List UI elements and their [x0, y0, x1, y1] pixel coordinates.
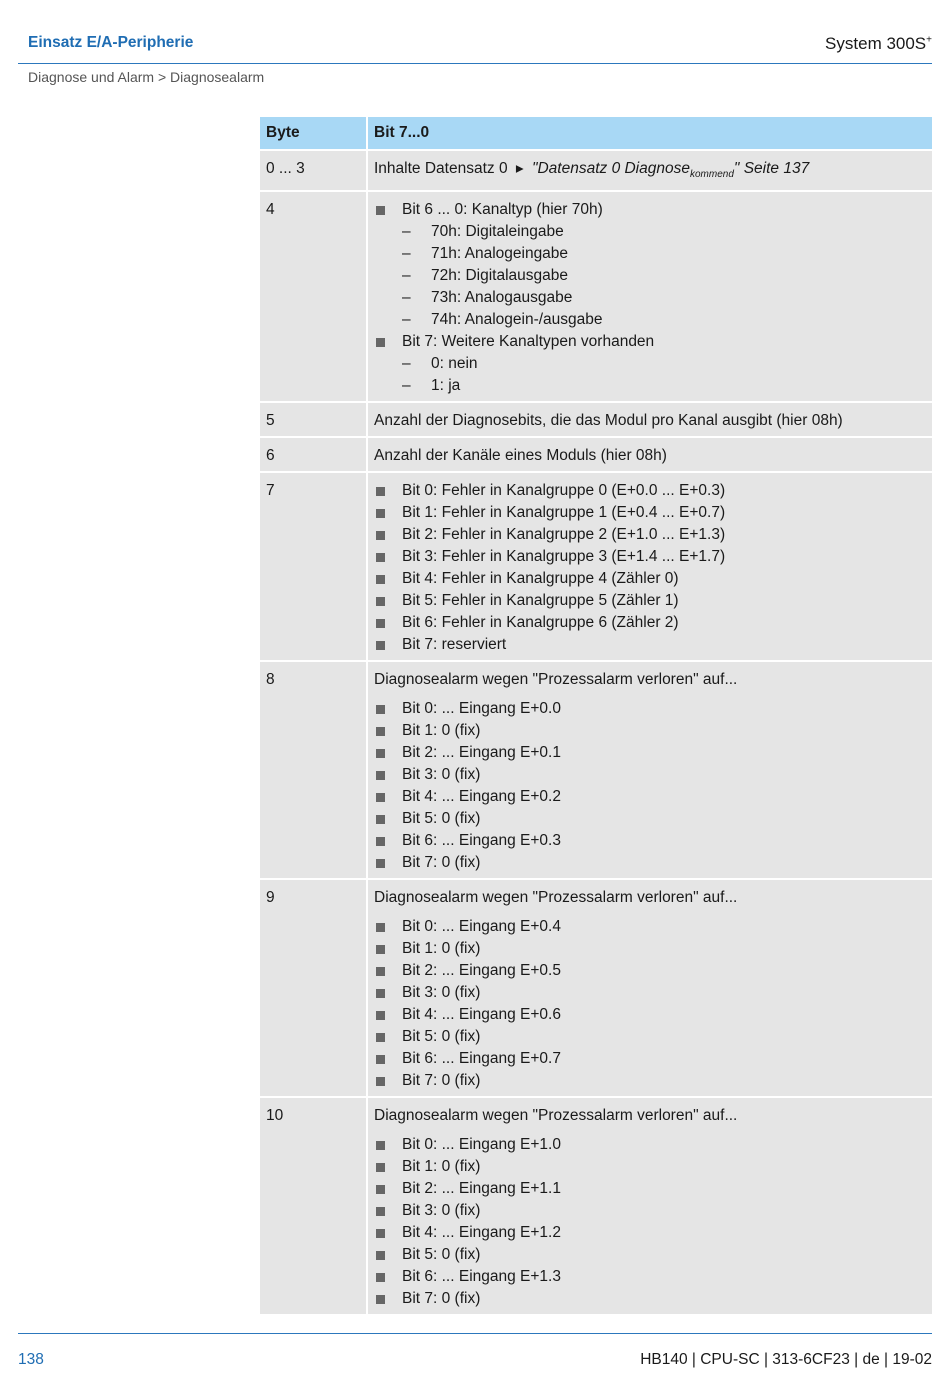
- sub-list-item: – 74h: Analogein-/ausgabe: [374, 309, 926, 331]
- list-item: Bit 1: 0 (fix): [374, 720, 926, 742]
- document-id: HB140 | CPU-SC | 313-6CF23 | de | 19-02: [640, 1351, 932, 1368]
- list-item: Bit 7: 0 (fix): [374, 1288, 926, 1310]
- list-item: Bit 4: ... Eingang E+0.6: [374, 1004, 926, 1026]
- product-name: System 300S: [825, 34, 927, 53]
- byte-cell: 7: [260, 473, 366, 660]
- section-title: Einsatz E/A-Peripherie: [28, 34, 194, 51]
- diagnose-table: [258, 115, 934, 1316]
- list-item: Bit 2: ... Eingang E+1.1: [374, 1178, 926, 1200]
- list-item: Bit 1: Fehler in Kanalgruppe 1 (E+0.4 ... E+0.7): [374, 502, 926, 524]
- byte-cell: 9: [260, 880, 366, 1096]
- byte-cell: 0 ... 3: [260, 151, 366, 190]
- list-item: Bit 4: ... Eingang E+1.2: [374, 1222, 926, 1244]
- byte-cell: 5: [260, 403, 366, 436]
- list-item: Bit 2: ... Eingang E+0.1: [374, 742, 926, 764]
- link-page: " Seite 137: [733, 160, 810, 177]
- list-item: Bit 3: 0 (fix): [374, 764, 926, 786]
- list-item: Bit 3: 0 (fix): [374, 982, 926, 1004]
- list-item: Bit 6: ... Eingang E+0.3: [374, 830, 926, 852]
- cell-intro: Diagnosealarm wegen "Prozessalarm verloren" auf...: [374, 1107, 738, 1125]
- byte-cell: 8: [260, 662, 366, 878]
- product-sup: +: [926, 34, 932, 46]
- cell-intro: Diagnosealarm wegen "Prozessalarm verloren" auf...: [374, 671, 738, 689]
- bits-cell: [368, 1098, 932, 1314]
- column-header-bits: Bit 7...0: [368, 117, 932, 149]
- cell-intro: Diagnosealarm wegen "Prozessalarm verloren" auf...: [374, 889, 738, 907]
- list-item: Bit 7: Weitere Kanaltypen vorhanden: [374, 331, 926, 353]
- bits-cell: [368, 662, 932, 878]
- table-row: [260, 880, 932, 1096]
- list-item: Bit 0: Fehler in Kanalgruppe 0 (E+0.0 ... E+0.3): [374, 480, 926, 502]
- list-item: Bit 2: ... Eingang E+0.5: [374, 960, 926, 982]
- header-rule: [18, 63, 932, 64]
- list-item: Bit 3: Fehler in Kanalgruppe 3 (E+1.4 ... E+1.7): [374, 546, 926, 568]
- list-item: Bit 7: 0 (fix): [374, 852, 926, 874]
- list-item: Bit 1: 0 (fix): [374, 938, 926, 960]
- list-item: Bit 0: ... Eingang E+1.0: [374, 1134, 926, 1156]
- breadcrumb: Diagnose und Alarm > Diagnosealarm: [28, 69, 265, 85]
- link-subscript: kommend: [689, 169, 734, 181]
- list-item: Bit 7: reserviert: [374, 634, 926, 656]
- cross-reference-link[interactable]: [531, 160, 810, 181]
- table-row: [260, 1098, 932, 1314]
- list-item: Bit 5: 0 (fix): [374, 808, 926, 830]
- page-number: 138: [18, 1351, 44, 1368]
- list-item: Bit 5: Fehler in Kanalgruppe 5 (Zähler 1): [374, 590, 926, 612]
- list-item: Bit 0: ... Eingang E+0.0: [374, 698, 926, 720]
- byte-cell: 10: [260, 1098, 366, 1314]
- bits-cell: Anzahl der Kanäle eines Moduls (hier 08h): [368, 438, 932, 471]
- sub-list-item: – 0: nein: [374, 353, 926, 375]
- table-row: [260, 662, 932, 878]
- list-item: Bit 6: Fehler in Kanalgruppe 6 (Zähler 2): [374, 612, 926, 634]
- list-item: Bit 6: ... Eingang E+1.3: [374, 1266, 926, 1288]
- list-item: Bit 6: ... Eingang E+0.7: [374, 1048, 926, 1070]
- bits-cell: [368, 880, 932, 1096]
- list-item: Bit 5: 0 (fix): [374, 1244, 926, 1266]
- footer-rule: [18, 1333, 932, 1334]
- table-row: [260, 192, 932, 401]
- list-item: Bit 1: 0 (fix): [374, 1156, 926, 1178]
- link-text: "Datensatz 0 Diagnose: [531, 160, 690, 177]
- sub-list-item: – 72h: Digitalausgabe: [374, 265, 926, 287]
- table-row: [260, 473, 932, 660]
- list-item: Bit 4: Fehler in Kanalgruppe 4 (Zähler 0): [374, 568, 926, 590]
- list-item: Bit 3: 0 (fix): [374, 1200, 926, 1222]
- table-row: [260, 151, 932, 190]
- list-item: Bit 4: ... Eingang E+0.2: [374, 786, 926, 808]
- list-item: Bit 5: 0 (fix): [374, 1026, 926, 1048]
- cell-text: Inhalte Datensatz 0: [374, 160, 508, 177]
- list-item: Bit 6 ... 0: Kanaltyp (hier 70h): [374, 199, 926, 221]
- sub-list-item: – 1: ja: [374, 375, 926, 397]
- table-row: [260, 403, 932, 436]
- byte-cell: 6: [260, 438, 366, 471]
- table-row: [260, 438, 932, 471]
- sub-list-item: – 70h: Digitaleingabe: [374, 221, 926, 243]
- bits-cell: [368, 473, 932, 660]
- product-title: [825, 34, 932, 54]
- byte-cell: 4: [260, 192, 366, 401]
- sub-list-item: – 71h: Analogeingabe: [374, 243, 926, 265]
- list-item: Bit 2: Fehler in Kanalgruppe 2 (E+1.0 ... E+1.3): [374, 524, 926, 546]
- sub-list-item: – 73h: Analogausgabe: [374, 287, 926, 309]
- bits-cell: [368, 192, 932, 401]
- list-item: Bit 7: 0 (fix): [374, 1070, 926, 1092]
- column-header-byte: Byte: [260, 117, 366, 149]
- bits-cell: [368, 151, 932, 190]
- list-item: Bit 0: ... Eingang E+0.4: [374, 916, 926, 938]
- bits-cell: Anzahl der Diagnosebits, die das Modul pro Kanal ausgibt (hier 08h): [368, 403, 932, 436]
- cross-reference-icon: ▸: [515, 160, 524, 177]
- table-header-row: [260, 117, 932, 149]
